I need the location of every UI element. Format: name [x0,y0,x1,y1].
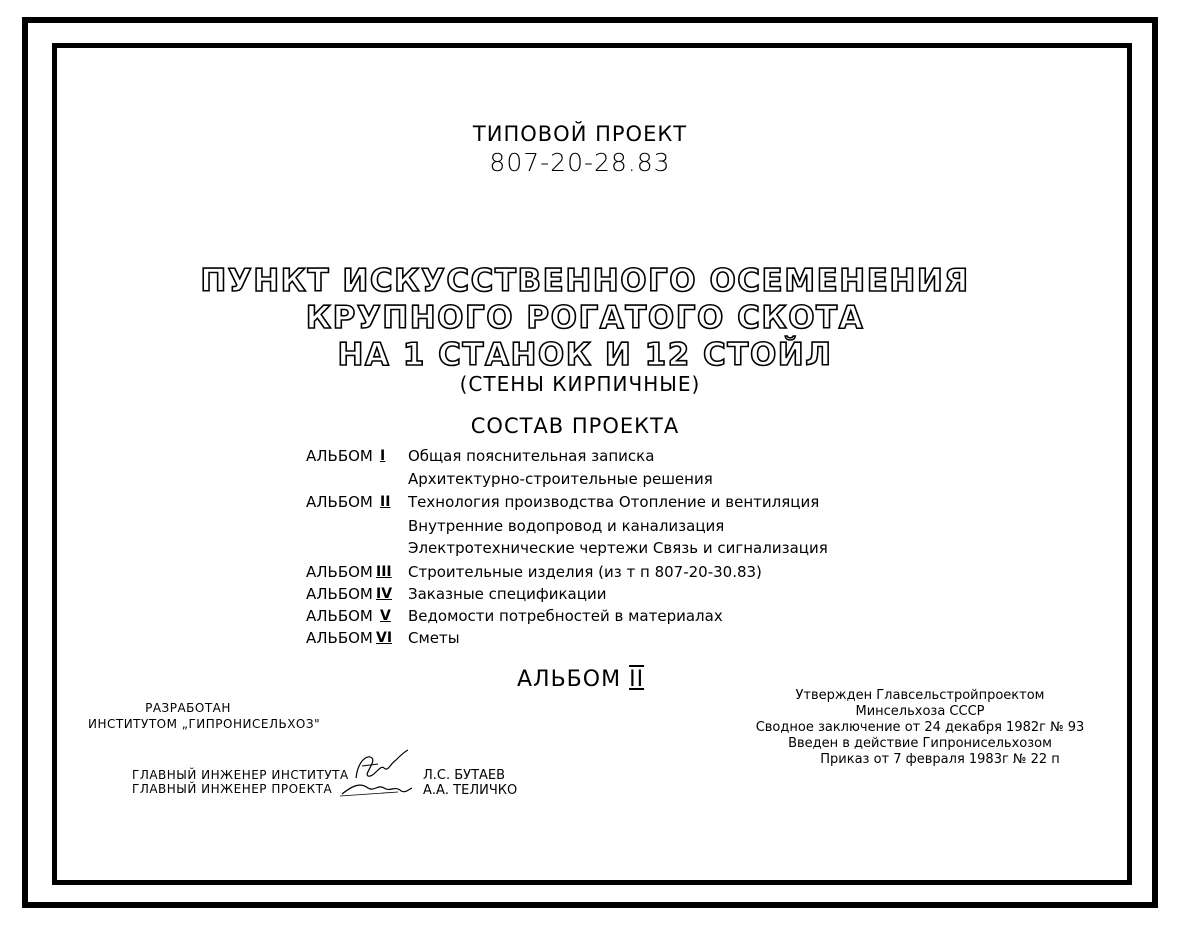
engineer-name-1: Л.С. БУТАЕВ [423,768,506,783]
album-description: Строительные изделия (из т п 807-20-30.83) [408,563,762,581]
approval-line-3: Сводное заключение от 24 декабря 1982г № 93 [755,720,1085,735]
album-label: АЛЬБОМ [306,563,373,581]
engineer-name-2: А.А. ТЕЛИЧКО [423,783,518,798]
signature-image [338,746,418,802]
subtitle: (СТЕНЫ КИРПИЧНЫЕ) [459,372,701,396]
developer-block [88,700,321,732]
album-label: АЛЬБОМ [306,585,373,603]
album-description: Ведомости потребностей в материалах [408,607,723,625]
current-album [517,667,644,692]
album-description: Архитектурно-строительные решения [408,470,713,488]
engineer-role-2: ГЛАВНЫЙ ИНЖЕНЕР ПРОЕКТА [132,782,333,796]
album-number: II [380,494,391,510]
album-label: АЛЬБОМ [306,447,373,465]
approval-line-5: Приказ от 7 февраля 1983г № 22 п [820,752,1060,767]
current-album-label: АЛЬБОМ [517,667,622,692]
approval-block [755,688,1085,768]
album-description: Сметы [408,629,460,647]
album-number: IV [376,586,393,602]
type-project-title: ТИПОВОЙ ПРОЕКТ [472,122,688,146]
engineer-role-1: ГЛАВНЫЙ ИНЖЕНЕР ИНСТИТУТА [132,768,349,782]
album-number: V [380,608,391,624]
album-label: АЛЬБОМ [306,629,373,647]
main-title-line-1: ПУНКТ ИСКУССТВЕННОГО ОСЕМЕНЕНИЯ [200,263,970,299]
developer-line-1: РАЗРАБОТАН [145,701,231,715]
developer-line-2: ИНСТИТУТОМ „ГИПРОНИСЕЛЬХОЗ" [88,717,321,731]
approval-line-1: Утвержден Главсельстройпроектом [795,688,1045,703]
main-title-line-2: КРУПНОГО РОГАТОГО СКОТА [305,300,865,336]
engineer-roles [132,768,349,796]
album-description: Общая пояснительная записка [408,447,655,465]
current-album-number: II [629,667,645,692]
album-number: III [376,564,392,580]
composition-heading: СОСТАВ ПРОЕКТА [470,414,680,438]
main-title-line-3: НА 1 СТАНОК И 12 СТОЙЛ [337,337,833,373]
approval-line-4: Введен в действие Гипронисельхозом [788,736,1052,751]
approval-line-2: Минсельхоза СССР [855,704,985,719]
album-description: Заказные спецификации [408,585,607,603]
album-description: Технология производства Отопление и вентиляция [408,493,820,511]
album-label: АЛЬБОМ [306,607,373,625]
engineer-names [423,768,517,798]
album-description: Электротехнические чертежи Связь и сигнализация [408,539,828,557]
album-description: Внутренние водопровод и канализация [408,517,725,535]
album-label: АЛЬБОМ [306,493,373,511]
album-number: VI [376,630,393,646]
album-number: I [380,448,386,464]
type-project-number: 807-20-28.83 [489,148,671,177]
